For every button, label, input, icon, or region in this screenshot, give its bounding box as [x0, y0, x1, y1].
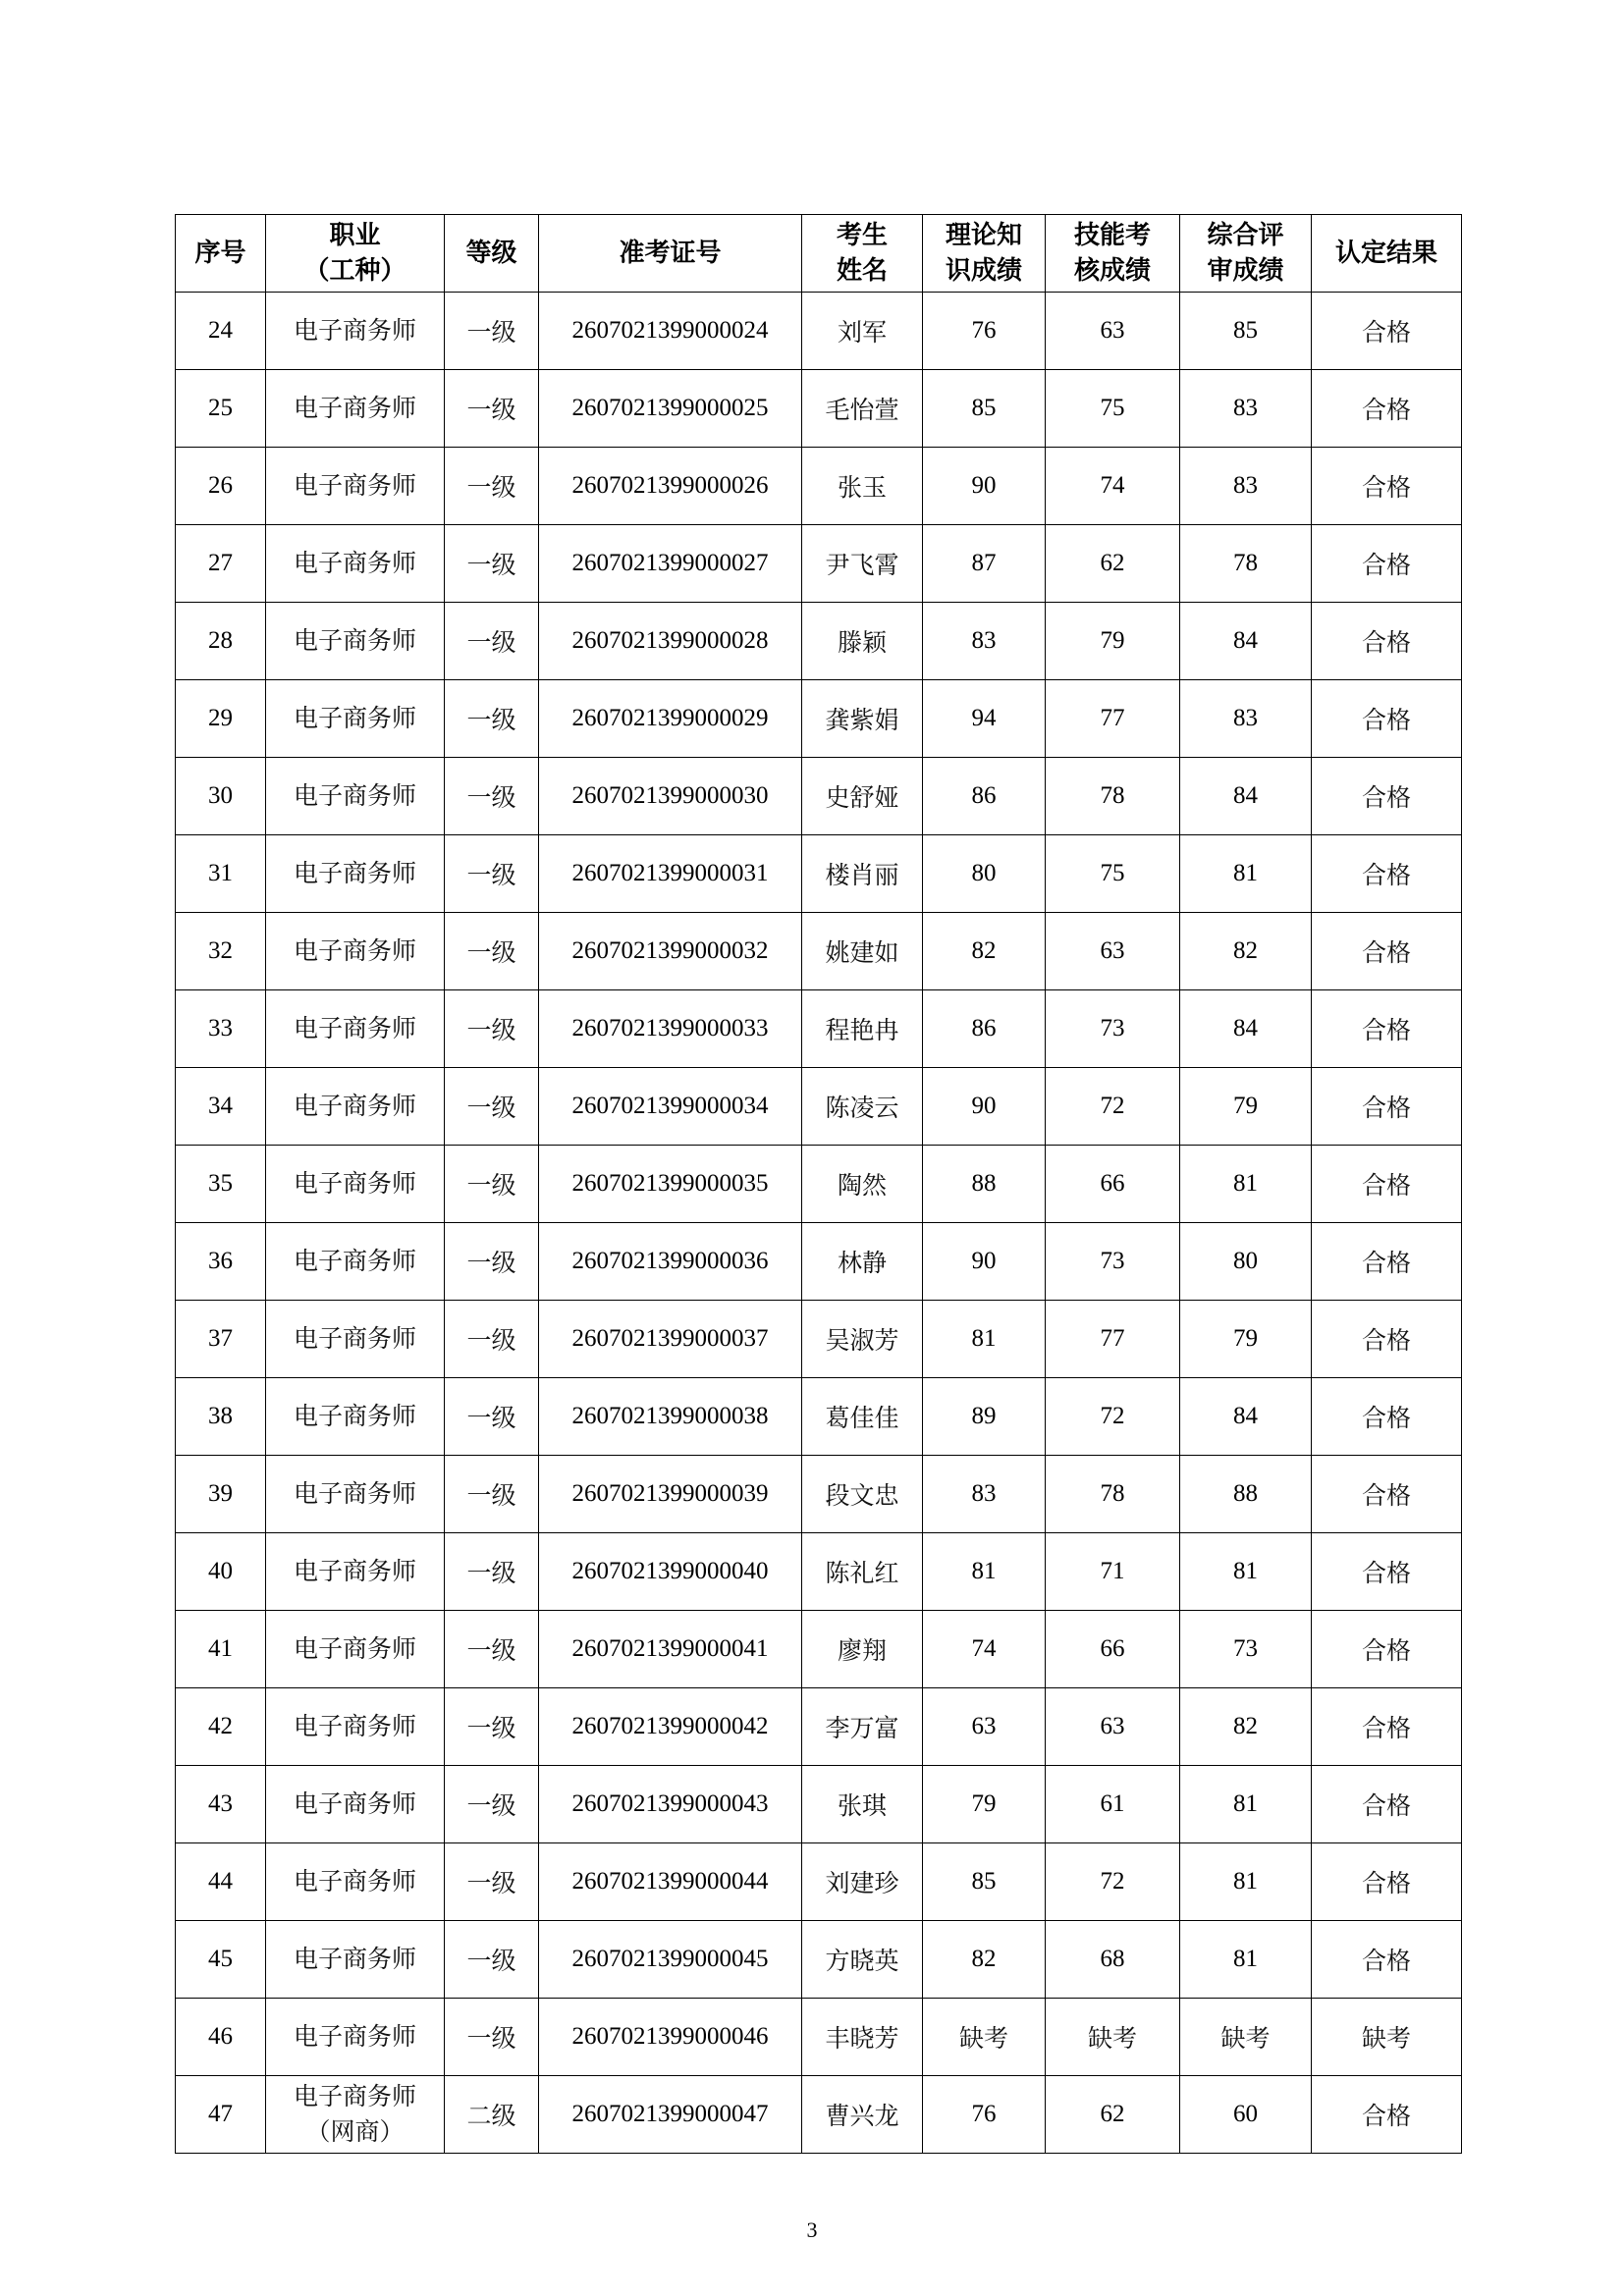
cell-seq: 36: [176, 1223, 266, 1301]
cell-name: 段文忠: [802, 1456, 923, 1533]
cell-result: 合格: [1312, 293, 1462, 370]
table-row: [176, 370, 1462, 448]
cell-level: 一级: [445, 1921, 539, 1999]
cell-theory: 80: [923, 835, 1046, 913]
cell-skill: 68: [1046, 1921, 1180, 1999]
cell-skill: 66: [1046, 1611, 1180, 1688]
cell-ticket: 2607021399000032: [539, 913, 802, 990]
cell-ticket: 2607021399000047: [539, 2076, 802, 2154]
cell-level: 一级: [445, 1533, 539, 1611]
cell-result: 合格: [1312, 1766, 1462, 1843]
cell-review: 79: [1180, 1068, 1312, 1146]
cell-occupation: 电子商务师: [266, 1301, 445, 1378]
cell-ticket: 2607021399000040: [539, 1533, 802, 1611]
cell-result: 合格: [1312, 1843, 1462, 1921]
cell-ticket: 2607021399000035: [539, 1146, 802, 1223]
cell-seq: 47: [176, 2076, 266, 2154]
table-row: [176, 680, 1462, 758]
cell-level: 一级: [445, 680, 539, 758]
cell-theory: 85: [923, 370, 1046, 448]
cell-name: 毛怡萱: [802, 370, 923, 448]
cell-ticket: 2607021399000033: [539, 990, 802, 1068]
cell-ticket: 2607021399000038: [539, 1378, 802, 1456]
cell-review: 83: [1180, 448, 1312, 525]
cell-ticket: 2607021399000039: [539, 1456, 802, 1533]
cell-theory: 83: [923, 603, 1046, 680]
cell-seq: 29: [176, 680, 266, 758]
cell-theory: 81: [923, 1301, 1046, 1378]
cell-theory: 缺考: [923, 1999, 1046, 2076]
cell-occupation: 电子商务师: [266, 680, 445, 758]
cell-name: 李万富: [802, 1688, 923, 1766]
cell-seq: 31: [176, 835, 266, 913]
cell-seq: 32: [176, 913, 266, 990]
table-row: [176, 1611, 1462, 1688]
cell-level: 一级: [445, 525, 539, 603]
cell-occupation: 电子商务师: [266, 1223, 445, 1301]
table-row: [176, 1766, 1462, 1843]
table-row: [176, 1223, 1462, 1301]
cell-skill: 66: [1046, 1146, 1180, 1223]
cell-result: 缺考: [1312, 1999, 1462, 2076]
cell-ticket: 2607021399000042: [539, 1688, 802, 1766]
cell-occupation: 电子商务师: [266, 1999, 445, 2076]
cell-seq: 25: [176, 370, 266, 448]
table-row: [176, 758, 1462, 835]
cell-level: 一级: [445, 1688, 539, 1766]
cell-review: 缺考: [1180, 1999, 1312, 2076]
cell-seq: 43: [176, 1766, 266, 1843]
cell-occupation: 电子商务师: [266, 1766, 445, 1843]
cell-occupation: 电子商务师: [266, 1146, 445, 1223]
cell-skill: 77: [1046, 1301, 1180, 1378]
cell-seq: 46: [176, 1999, 266, 2076]
cell-result: 合格: [1312, 2076, 1462, 2154]
cell-name: 丰晓芳: [802, 1999, 923, 2076]
cell-name: 刘军: [802, 293, 923, 370]
cell-ticket: 2607021399000045: [539, 1921, 802, 1999]
cell-review: 84: [1180, 758, 1312, 835]
cell-result: 合格: [1312, 1146, 1462, 1223]
table-row: [176, 1068, 1462, 1146]
cell-seq: 30: [176, 758, 266, 835]
cell-occupation: 电子商务师: [266, 1921, 445, 1999]
cell-result: 合格: [1312, 680, 1462, 758]
cell-occupation: 电子商务师: [266, 525, 445, 603]
cell-skill: 63: [1046, 913, 1180, 990]
header-theory: 理论知 识成绩: [923, 215, 1046, 293]
cell-seq: 34: [176, 1068, 266, 1146]
cell-seq: 33: [176, 990, 266, 1068]
cell-skill: 74: [1046, 448, 1180, 525]
header-ticket: 准考证号: [539, 215, 802, 293]
cell-result: 合格: [1312, 603, 1462, 680]
cell-theory: 81: [923, 1533, 1046, 1611]
cell-skill: 78: [1046, 1456, 1180, 1533]
cell-occupation: 电子商务师 （网商）: [266, 2076, 445, 2154]
cell-skill: 75: [1046, 835, 1180, 913]
cell-theory: 94: [923, 680, 1046, 758]
cell-level: 一级: [445, 1766, 539, 1843]
cell-occupation: 电子商务师: [266, 1533, 445, 1611]
cell-skill: 62: [1046, 525, 1180, 603]
cell-occupation: 电子商务师: [266, 1688, 445, 1766]
cell-level: 一级: [445, 1068, 539, 1146]
cell-level: 一级: [445, 1456, 539, 1533]
table-row: [176, 1921, 1462, 1999]
cell-theory: 79: [923, 1766, 1046, 1843]
table-body: [176, 293, 1462, 2154]
cell-level: 一级: [445, 293, 539, 370]
table-row: [176, 990, 1462, 1068]
cell-seq: 27: [176, 525, 266, 603]
cell-theory: 88: [923, 1146, 1046, 1223]
header-name: 考生 姓名: [802, 215, 923, 293]
results-table: [175, 214, 1462, 2154]
cell-name: 姚建如: [802, 913, 923, 990]
cell-result: 合格: [1312, 758, 1462, 835]
table-row: [176, 1533, 1462, 1611]
cell-theory: 82: [923, 1921, 1046, 1999]
header-result: 认定结果: [1312, 215, 1462, 293]
cell-theory: 86: [923, 758, 1046, 835]
table-row: [176, 913, 1462, 990]
cell-seq: 37: [176, 1301, 266, 1378]
cell-result: 合格: [1312, 525, 1462, 603]
cell-seq: 24: [176, 293, 266, 370]
cell-occupation: 电子商务师: [266, 603, 445, 680]
cell-theory: 90: [923, 1223, 1046, 1301]
cell-theory: 90: [923, 1068, 1046, 1146]
table-row: [176, 1301, 1462, 1378]
cell-review: 81: [1180, 1766, 1312, 1843]
cell-occupation: 电子商务师: [266, 758, 445, 835]
cell-review: 81: [1180, 1921, 1312, 1999]
cell-seq: 45: [176, 1921, 266, 1999]
cell-name: 陶然: [802, 1146, 923, 1223]
cell-result: 合格: [1312, 913, 1462, 990]
cell-name: 葛佳佳: [802, 1378, 923, 1456]
cell-occupation: 电子商务师: [266, 1378, 445, 1456]
cell-occupation: 电子商务师: [266, 293, 445, 370]
cell-level: 一级: [445, 1999, 539, 2076]
cell-theory: 86: [923, 990, 1046, 1068]
cell-skill: 79: [1046, 603, 1180, 680]
table-row: [176, 835, 1462, 913]
cell-review: 83: [1180, 680, 1312, 758]
cell-review: 83: [1180, 370, 1312, 448]
cell-level: 一级: [445, 1301, 539, 1378]
cell-review: 81: [1180, 1843, 1312, 1921]
cell-review: 81: [1180, 1533, 1312, 1611]
cell-occupation: 电子商务师: [266, 448, 445, 525]
cell-occupation: 电子商务师: [266, 913, 445, 990]
cell-review: 84: [1180, 603, 1312, 680]
cell-ticket: 2607021399000030: [539, 758, 802, 835]
cell-skill: 72: [1046, 1068, 1180, 1146]
cell-occupation: 电子商务师: [266, 1611, 445, 1688]
cell-ticket: 2607021399000031: [539, 835, 802, 913]
cell-seq: 40: [176, 1533, 266, 1611]
cell-ticket: 2607021399000024: [539, 293, 802, 370]
cell-review: 79: [1180, 1301, 1312, 1378]
cell-result: 合格: [1312, 1688, 1462, 1766]
cell-review: 82: [1180, 913, 1312, 990]
cell-ticket: 2607021399000028: [539, 603, 802, 680]
cell-name: 方晓英: [802, 1921, 923, 1999]
cell-name: 陈礼红: [802, 1533, 923, 1611]
cell-skill: 63: [1046, 293, 1180, 370]
cell-result: 合格: [1312, 1533, 1462, 1611]
cell-result: 合格: [1312, 448, 1462, 525]
cell-occupation: 电子商务师: [266, 1843, 445, 1921]
cell-name: 廖翔: [802, 1611, 923, 1688]
table-row: [176, 1688, 1462, 1766]
cell-seq: 35: [176, 1146, 266, 1223]
cell-seq: 38: [176, 1378, 266, 1456]
cell-review: 80: [1180, 1223, 1312, 1301]
table-row: [176, 1999, 1462, 2076]
header-seq: 序号: [176, 215, 266, 293]
cell-seq: 26: [176, 448, 266, 525]
cell-result: 合格: [1312, 370, 1462, 448]
cell-seq: 42: [176, 1688, 266, 1766]
cell-result: 合格: [1312, 1068, 1462, 1146]
cell-occupation: 电子商务师: [266, 990, 445, 1068]
cell-name: 龚紫娟: [802, 680, 923, 758]
cell-skill: 72: [1046, 1843, 1180, 1921]
cell-result: 合格: [1312, 1921, 1462, 1999]
cell-result: 合格: [1312, 1456, 1462, 1533]
cell-ticket: 2607021399000034: [539, 1068, 802, 1146]
cell-skill: 75: [1046, 370, 1180, 448]
cell-level: 一级: [445, 1223, 539, 1301]
cell-skill: 73: [1046, 1223, 1180, 1301]
cell-skill: 78: [1046, 758, 1180, 835]
table-row: [176, 1146, 1462, 1223]
cell-theory: 74: [923, 1611, 1046, 1688]
cell-ticket: 2607021399000025: [539, 370, 802, 448]
cell-theory: 87: [923, 525, 1046, 603]
cell-theory: 90: [923, 448, 1046, 525]
cell-name: 楼肖丽: [802, 835, 923, 913]
cell-level: 一级: [445, 913, 539, 990]
cell-result: 合格: [1312, 1378, 1462, 1456]
cell-name: 刘建珍: [802, 1843, 923, 1921]
table-row: [176, 1456, 1462, 1533]
cell-review: 85: [1180, 293, 1312, 370]
cell-skill: 62: [1046, 2076, 1180, 2154]
cell-seq: 44: [176, 1843, 266, 1921]
table-row: [176, 293, 1462, 370]
cell-skill: 72: [1046, 1378, 1180, 1456]
cell-skill: 71: [1046, 1533, 1180, 1611]
cell-level: 一级: [445, 1611, 539, 1688]
header-review: 综合评 审成绩: [1180, 215, 1312, 293]
cell-theory: 89: [923, 1378, 1046, 1456]
cell-review: 60: [1180, 2076, 1312, 2154]
cell-ticket: 2607021399000036: [539, 1223, 802, 1301]
cell-skill: 61: [1046, 1766, 1180, 1843]
cell-ticket: 2607021399000044: [539, 1843, 802, 1921]
cell-name: 林静: [802, 1223, 923, 1301]
page-number: 3: [806, 2217, 818, 2242]
header-skill: 技能考 核成绩: [1046, 215, 1180, 293]
cell-result: 合格: [1312, 1223, 1462, 1301]
cell-level: 一级: [445, 990, 539, 1068]
cell-occupation: 电子商务师: [266, 1068, 445, 1146]
header-row: [176, 215, 1462, 293]
cell-seq: 41: [176, 1611, 266, 1688]
cell-result: 合格: [1312, 1611, 1462, 1688]
cell-theory: 83: [923, 1456, 1046, 1533]
cell-skill: 77: [1046, 680, 1180, 758]
cell-level: 一级: [445, 448, 539, 525]
cell-name: 张玉: [802, 448, 923, 525]
table-row: [176, 448, 1462, 525]
cell-name: 张琪: [802, 1766, 923, 1843]
cell-occupation: 电子商务师: [266, 1456, 445, 1533]
cell-ticket: 2607021399000029: [539, 680, 802, 758]
table-row: [176, 603, 1462, 680]
cell-ticket: 2607021399000043: [539, 1766, 802, 1843]
cell-theory: 82: [923, 913, 1046, 990]
cell-result: 合格: [1312, 1301, 1462, 1378]
cell-name: 曹兴龙: [802, 2076, 923, 2154]
cell-name: 吴淑芳: [802, 1301, 923, 1378]
cell-name: 史舒娅: [802, 758, 923, 835]
cell-ticket: 2607021399000026: [539, 448, 802, 525]
cell-ticket: 2607021399000046: [539, 1999, 802, 2076]
cell-review: 78: [1180, 525, 1312, 603]
cell-skill: 73: [1046, 990, 1180, 1068]
cell-level: 一级: [445, 758, 539, 835]
cell-level: 一级: [445, 1843, 539, 1921]
cell-name: 滕颖: [802, 603, 923, 680]
cell-level: 一级: [445, 370, 539, 448]
header-occupation: 职业 （工种）: [266, 215, 445, 293]
cell-result: 合格: [1312, 990, 1462, 1068]
cell-occupation: 电子商务师: [266, 370, 445, 448]
cell-review: 84: [1180, 990, 1312, 1068]
cell-review: 81: [1180, 835, 1312, 913]
cell-theory: 76: [923, 293, 1046, 370]
table-row: [176, 2076, 1462, 2154]
cell-level: 二级: [445, 2076, 539, 2154]
cell-review: 73: [1180, 1611, 1312, 1688]
cell-skill: 缺考: [1046, 1999, 1180, 2076]
cell-review: 88: [1180, 1456, 1312, 1533]
cell-theory: 76: [923, 2076, 1046, 2154]
cell-theory: 85: [923, 1843, 1046, 1921]
cell-skill: 63: [1046, 1688, 1180, 1766]
table-row: [176, 1378, 1462, 1456]
cell-name: 尹飞霄: [802, 525, 923, 603]
cell-level: 一级: [445, 835, 539, 913]
header-level: 等级: [445, 215, 539, 293]
table-row: [176, 525, 1462, 603]
table-row: [176, 1843, 1462, 1921]
cell-name: 陈凌云: [802, 1068, 923, 1146]
cell-seq: 28: [176, 603, 266, 680]
cell-ticket: 2607021399000041: [539, 1611, 802, 1688]
cell-level: 一级: [445, 603, 539, 680]
cell-review: 84: [1180, 1378, 1312, 1456]
cell-level: 一级: [445, 1378, 539, 1456]
cell-review: 81: [1180, 1146, 1312, 1223]
cell-theory: 63: [923, 1688, 1046, 1766]
cell-name: 程艳冉: [802, 990, 923, 1068]
cell-ticket: 2607021399000037: [539, 1301, 802, 1378]
cell-result: 合格: [1312, 835, 1462, 913]
cell-review: 82: [1180, 1688, 1312, 1766]
cell-seq: 39: [176, 1456, 266, 1533]
cell-ticket: 2607021399000027: [539, 525, 802, 603]
cell-level: 一级: [445, 1146, 539, 1223]
cell-occupation: 电子商务师: [266, 835, 445, 913]
